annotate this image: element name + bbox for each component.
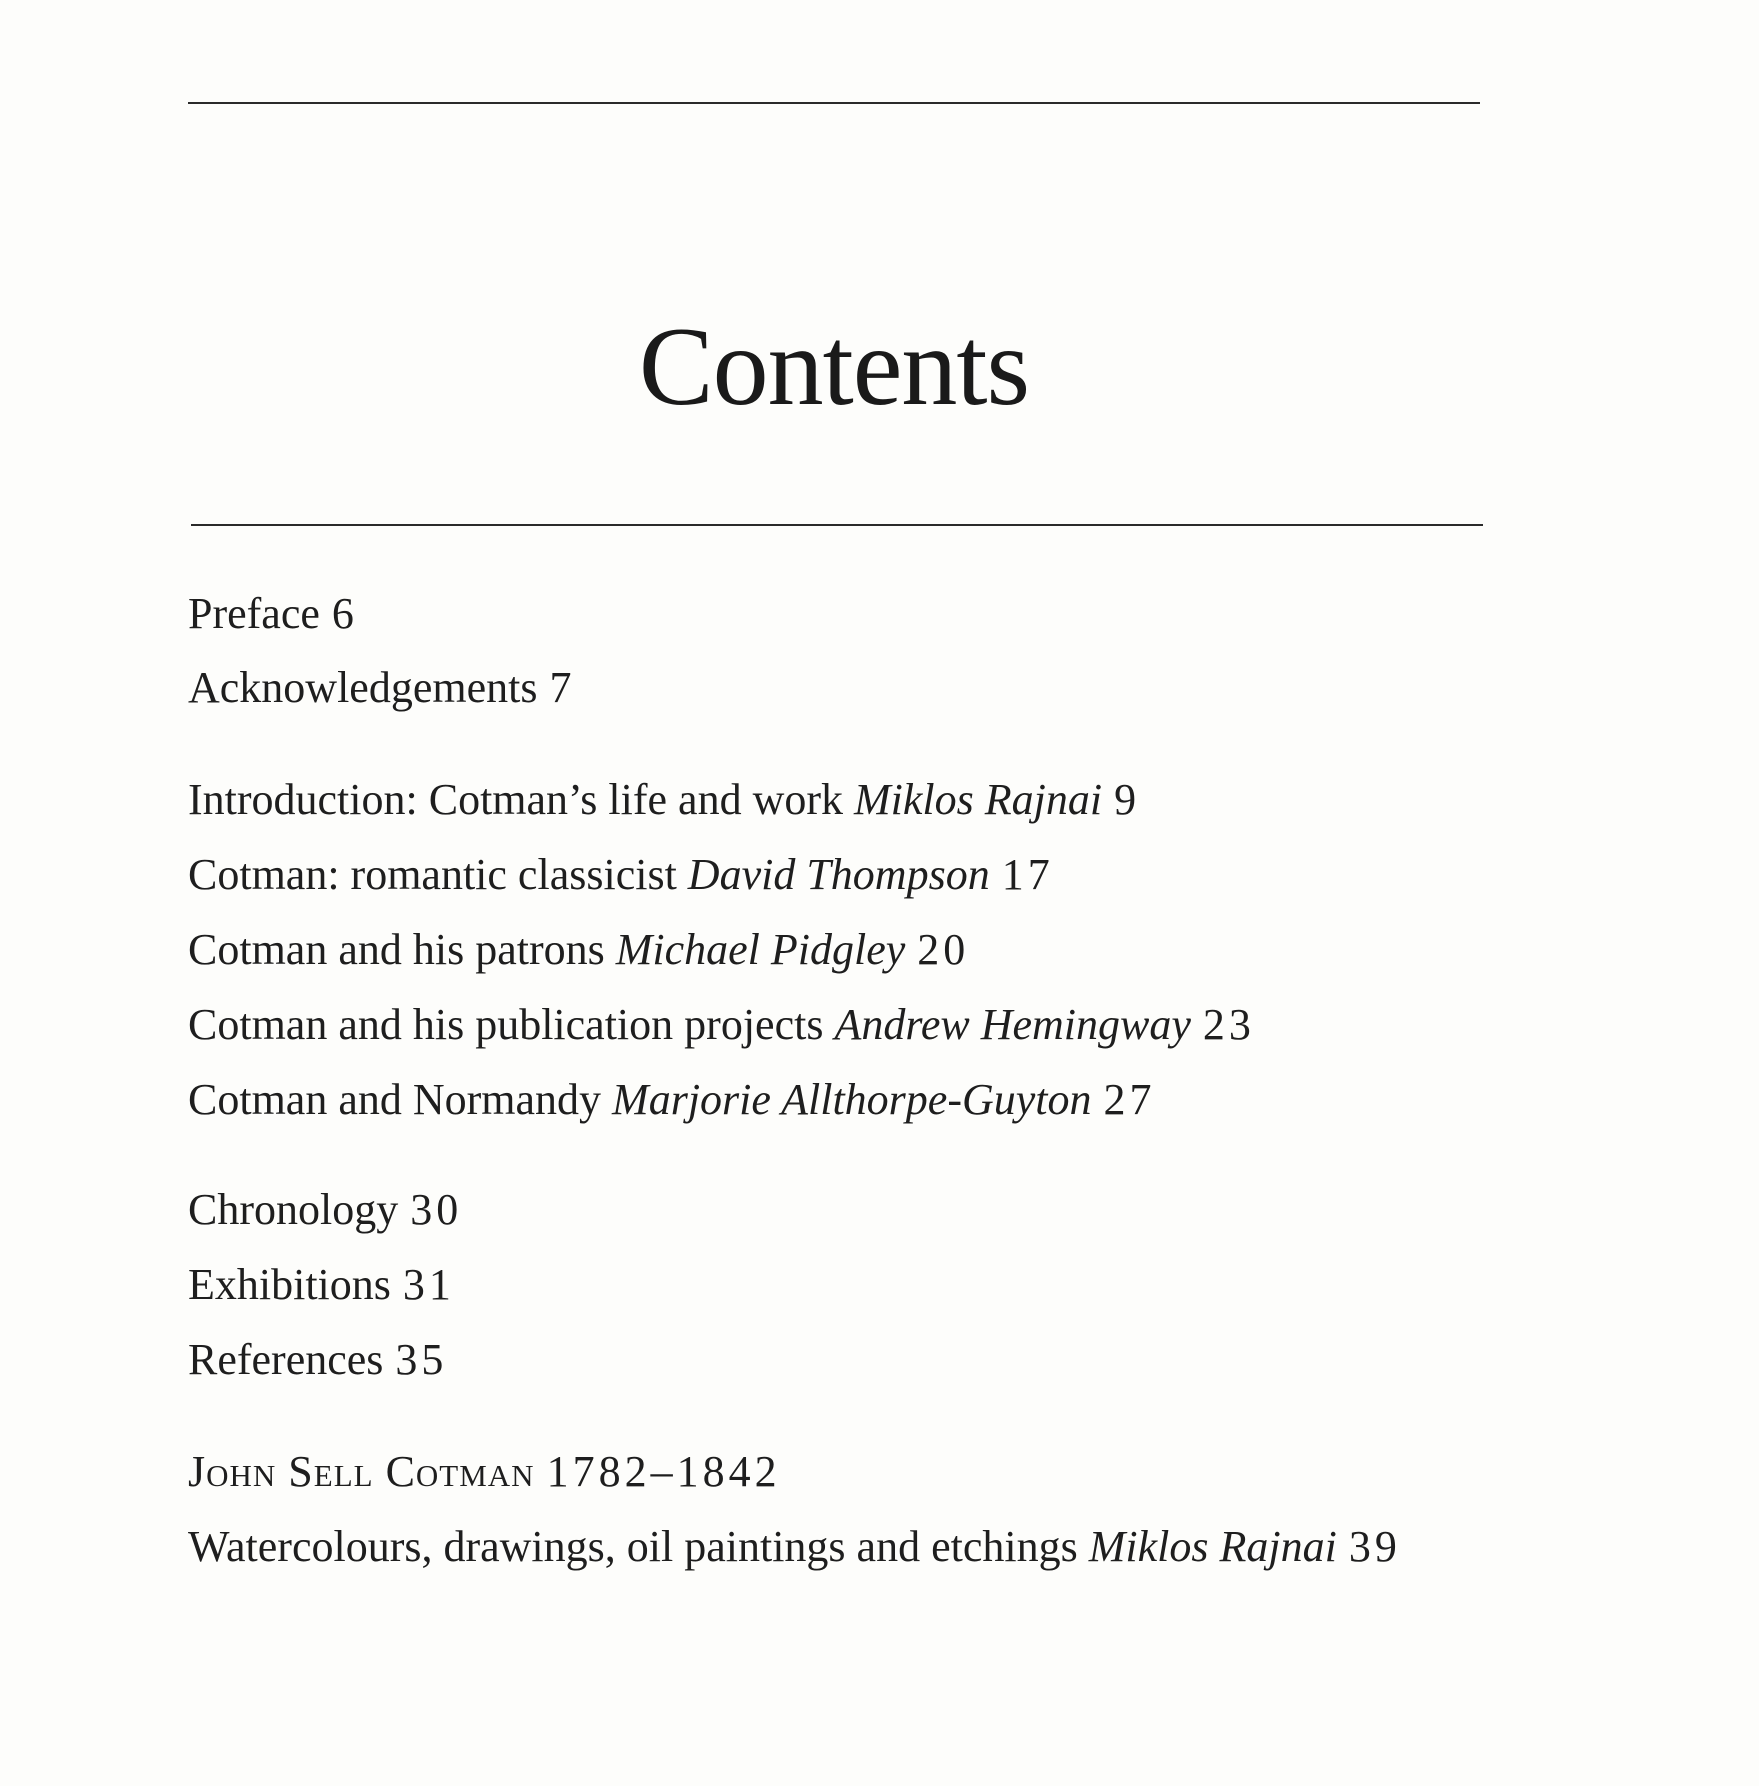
entry-page: 9 (1114, 775, 1141, 824)
entry-page: 20 (917, 925, 970, 974)
entry-author: Marjorie Allthorpe-Guyton (612, 1075, 1092, 1124)
entry-page: 7 (549, 663, 576, 712)
toc-entry-normandy (188, 1075, 1156, 1124)
entry-title: Cotman: romantic classicist (188, 850, 677, 899)
entry-page: 39 (1348, 1522, 1401, 1571)
entry-author: David Thompson (687, 850, 990, 899)
entry-title: Preface (188, 589, 320, 638)
toc-entry-romantic-classicist (188, 850, 1054, 899)
entry-dates: 1782–1842 (546, 1447, 781, 1496)
entry-author: Miklos Rajnai (854, 775, 1103, 824)
toc-entry-publication-projects (188, 1000, 1255, 1049)
middle-rule (191, 524, 1483, 526)
entry-page: 6 (331, 589, 358, 638)
entry-page: 17 (1001, 850, 1054, 899)
toc-entry-patrons (188, 925, 970, 974)
entry-page: 27 (1103, 1075, 1156, 1124)
toc-entry-acknowledgements (188, 663, 576, 712)
toc-entry-references (188, 1335, 448, 1384)
entry-page: 31 (402, 1260, 455, 1309)
entry-title: Cotman and Normandy (188, 1075, 602, 1124)
entry-page: 23 (1202, 1000, 1255, 1049)
toc-entry-catalogue (188, 1522, 1401, 1571)
toc-entry-chronology (188, 1185, 463, 1234)
entry-title: Watercolours, drawings, oil paintings and etchings (188, 1522, 1078, 1571)
toc-entry-exhibitions (188, 1260, 455, 1309)
entry-page: 30 (410, 1185, 463, 1234)
top-rule (188, 102, 1480, 104)
entry-title: Exhibitions (188, 1260, 391, 1309)
entry-title: Cotman and his publication projects (188, 1000, 824, 1049)
entry-page: 35 (395, 1335, 448, 1384)
entry-author: Miklos Rajnai (1088, 1522, 1337, 1571)
entry-author: Andrew Hemingway (834, 1000, 1191, 1049)
toc-entry-preface (188, 589, 358, 638)
page-title: Contents (638, 305, 1030, 430)
entry-title: Cotman and his patrons (188, 925, 605, 974)
entry-title: References (188, 1335, 384, 1384)
toc-entry-catalogue-heading (188, 1447, 781, 1496)
entry-title: Introduction: Cotman’s life and work (188, 775, 843, 824)
entry-title: Acknowledgements (188, 663, 538, 712)
entry-title: John Sell Cotman (188, 1447, 535, 1496)
entry-title: Chronology (188, 1185, 399, 1234)
toc-entry-introduction (188, 775, 1141, 824)
entry-author: Michael Pidgley (615, 925, 906, 974)
